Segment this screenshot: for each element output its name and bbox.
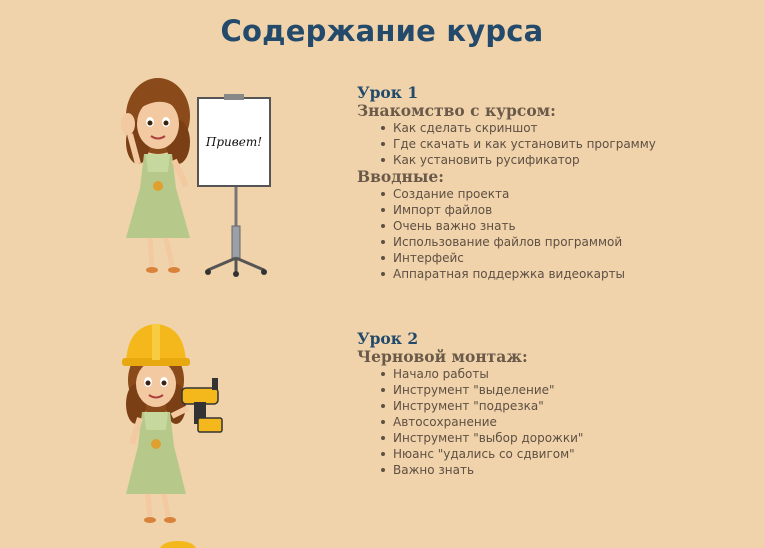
board-text: Привет! — [205, 135, 263, 149]
list-item: Интерфейс — [393, 250, 757, 266]
list-item: Очень важно знать — [393, 218, 757, 234]
list-item: Автосохранение — [393, 414, 757, 430]
list-item: Создание проекта — [393, 186, 757, 202]
next-lesson-illustration-partial — [158, 541, 198, 548]
section-title: Черновой монтаж: — [357, 347, 528, 366]
list-item: Нюанс "удались со сдвигом" — [393, 446, 757, 462]
presenter-illustration — [116, 68, 276, 280]
page-title: Содержание курса — [220, 14, 544, 48]
list-item: Инструмент "выделение" — [393, 382, 757, 398]
lesson-title: Урок 1 — [357, 83, 419, 102]
topic-list — [357, 120, 757, 168]
section-title: Знакомство с курсом: — [357, 101, 556, 120]
list-item: Где скачать и как установить программу — [393, 136, 757, 152]
lesson-2 — [357, 330, 757, 478]
list-item: Инструмент "подрезка" — [393, 398, 757, 414]
lesson-1 — [357, 84, 757, 282]
list-item: Импорт файлов — [393, 202, 757, 218]
section-title: Вводные: — [357, 167, 445, 186]
list-item: Как установить русификатор — [393, 152, 757, 168]
list-item: Важно знать — [393, 462, 757, 478]
topic-list — [357, 366, 757, 478]
list-item: Как сделать скриншот — [393, 120, 757, 136]
topic-list — [357, 186, 757, 282]
list-item: Начало работы — [393, 366, 757, 382]
builder-illustration — [116, 318, 236, 526]
list-item: Инструмент "выбор дорожки" — [393, 430, 757, 446]
list-item: Аппаратная поддержка видеокарты — [393, 266, 757, 282]
list-item: Использование файлов программой — [393, 234, 757, 250]
lesson-title: Урок 2 — [357, 329, 419, 348]
